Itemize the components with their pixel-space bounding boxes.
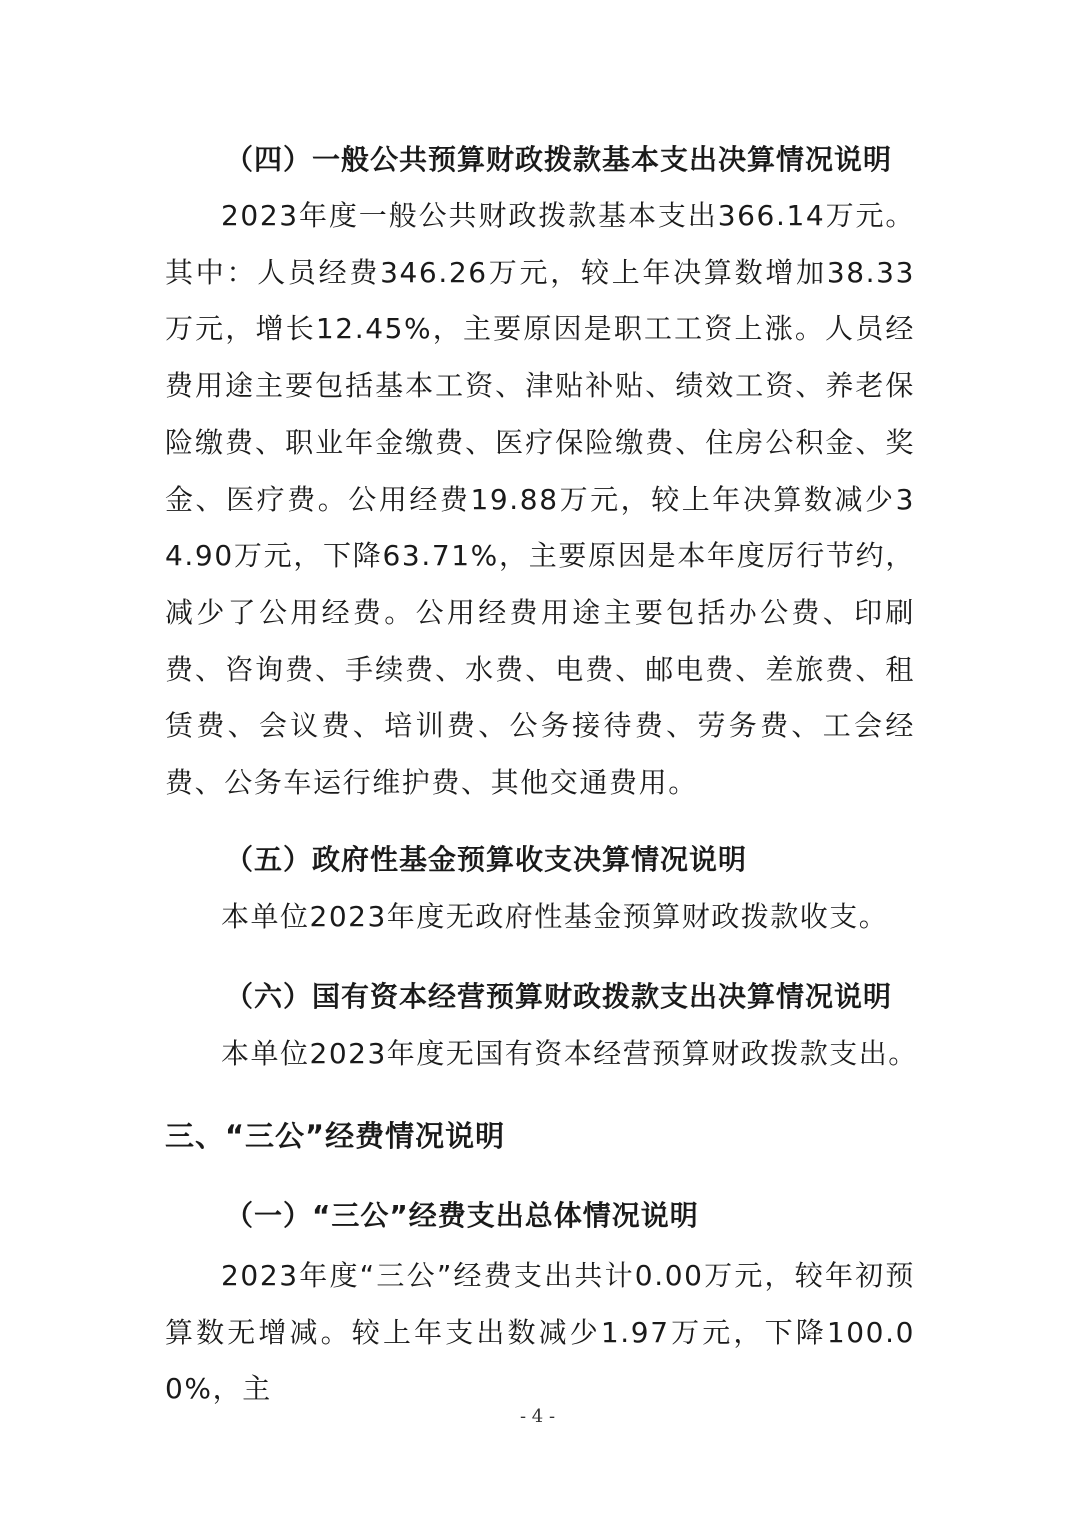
section-4-heading: （四）一般公共预算财政拨款基本支出决算情况说明 (225, 143, 893, 176)
part-3-1-heading: （一）“三公”经费支出总体情况说明 (225, 1199, 699, 1232)
part-3-1-body: 2023年度“三公”经费支出共计0.00万元，较年初预算数无增减。较上年支出数减少1.97万元，下降100.00%，主 (165, 1259, 915, 1406)
section-5-heading: （五）政府性基金预算收支决算情况说明 (225, 843, 748, 876)
section-6-heading: （六）国有资本经营预算财政拨款支出决算情况说明 (225, 980, 893, 1013)
part-3-heading: 三、“三公”经费情况说明 (165, 1119, 506, 1153)
section-5-body: 本单位2023年度无政府性基金预算财政拨款收支。 (221, 900, 889, 933)
section-4-body: 2023年度一般公共财政拨款基本支出366.14万元。其中：人员经费346.26万元，较上年决算数增加38.33万元，增长12.45%，主要原因是职工工资上涨。人员经费用途主要包括基本工资、津贴补贴、绩效工资、养老保险缴费、职业年金缴费、医疗保险缴费、住房公积金、奖金、医疗费。公用经费19.88万元，较上年决算数减少34.90万元，下降63.71%，主要原因是本年度厉行节约，减少了公用经费。公用经费用途主要包括办公费、印刷费、咨询费、手续费、水费、电费、邮电费、差旅费、租赁费、会议费、培训费、公务接待费、劳务费、工会经费、公务车运行维护费、其他交通费用。 (165, 199, 915, 800)
section-6-body: 本单位2023年度无国有资本经营预算财政拨款支出。 (221, 1037, 918, 1070)
page-number: - 4 - (519, 1406, 556, 1427)
